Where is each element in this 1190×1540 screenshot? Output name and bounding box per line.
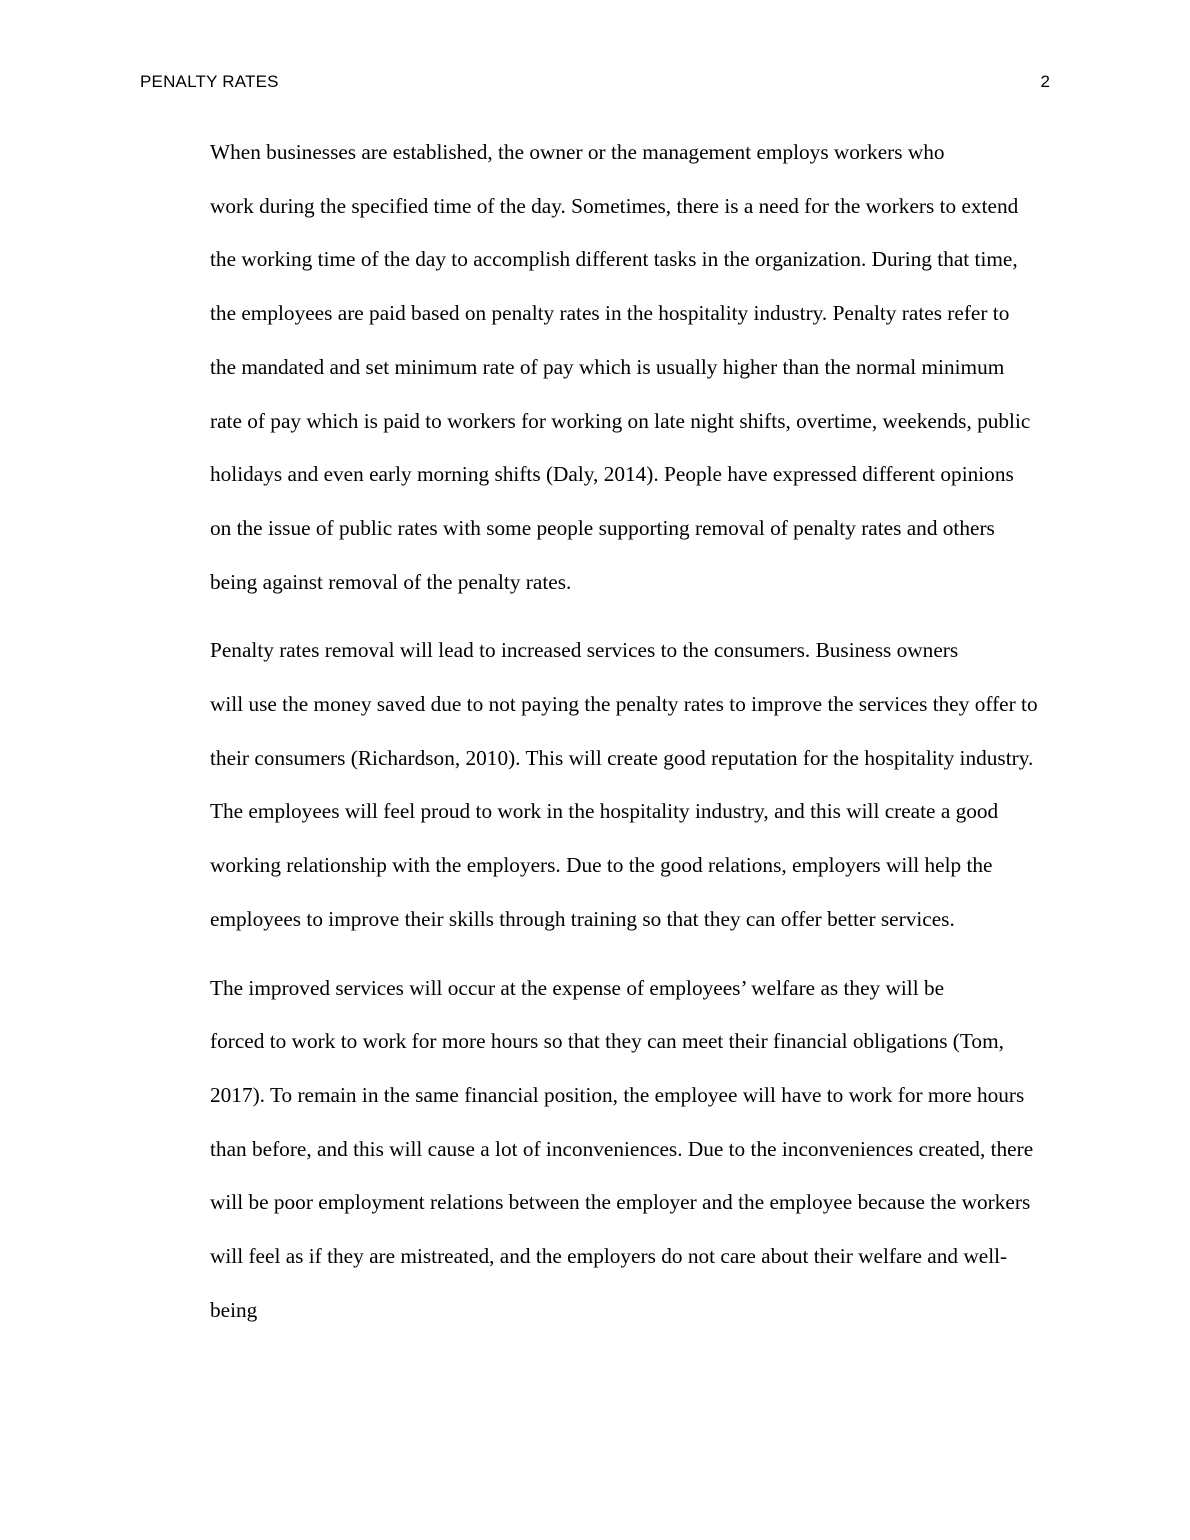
paragraph-line: than before, and this will cause a lot of inconveniences. Due to the inconveniences created, there bbox=[210, 1136, 1034, 1161]
paragraph-2 bbox=[140, 624, 1050, 946]
paragraph-line: on the issue of public rates with some people supporting removal of penalty rates and others bbox=[210, 515, 995, 540]
paragraph-line: rate of pay which is paid to workers for working on late night shifts, overtime, weekends, public bbox=[210, 408, 1031, 433]
paragraph-line: holidays and even early morning shifts (Daly, 2014). People have expressed different opinions bbox=[210, 462, 1014, 487]
paragraph-line: forced to work to work for more hours so that they can meet their financial obligations (Tom, bbox=[210, 1029, 1004, 1054]
paragraph-1 bbox=[140, 126, 1050, 609]
paragraph-line: their consumers (Richardson, 2010). This will create good reputation for the hospitality industry. bbox=[210, 745, 1034, 770]
paragraph-line: working relationship with the employers. Due to the good relations, employers will help the bbox=[210, 853, 993, 878]
paragraph-line: being bbox=[210, 1297, 258, 1322]
paragraph-line: will use the money saved due to not paying the penalty rates to improve the services they offer to bbox=[210, 692, 1038, 717]
page-number: 2 bbox=[1040, 72, 1050, 91]
running-head: PENALTY RATES bbox=[140, 72, 279, 91]
paragraph-line: employees to improve their skills through training so that they can offer better services. bbox=[210, 906, 955, 931]
body-text bbox=[140, 126, 1050, 1337]
paragraph-line: 2017). To remain in the same financial position, the employee will have to work for more hours bbox=[210, 1082, 1025, 1107]
paragraph-line: The employees will feel proud to work in the hospitality industry, and this will create a good bbox=[210, 799, 999, 824]
paragraph-line: Penalty rates removal will lead to increased services to the consumers. Business owners bbox=[210, 638, 959, 663]
paragraph-line: The improved services will occur at the expense of employees’ welfare as they will be bbox=[210, 975, 945, 1000]
paragraph-line: When businesses are established, the owner or the management employs workers who bbox=[210, 140, 945, 164]
paragraph-line: will feel as if they are mistreated, and the employers do not care about their welfare and well- bbox=[210, 1244, 1008, 1269]
paragraph-line: will be poor employment relations between the employer and the employee because the workers bbox=[210, 1190, 1031, 1215]
paragraph-line: the working time of the day to accomplish different tasks in the organization. During that time, bbox=[210, 247, 1018, 272]
paragraph-3 bbox=[140, 962, 1050, 1338]
paragraph-line: work during the specified time of the day. Sometimes, there is a need for the workers to extend bbox=[210, 193, 1019, 218]
paragraph-line: the employees are paid based on penalty rates in the hospitality industry. Penalty rates refer to bbox=[210, 301, 1010, 326]
paragraph-line: being against removal of the penalty rates. bbox=[210, 569, 572, 594]
paragraph-line: the mandated and set minimum rate of pay which is usually higher than the normal minimum bbox=[210, 354, 1005, 379]
